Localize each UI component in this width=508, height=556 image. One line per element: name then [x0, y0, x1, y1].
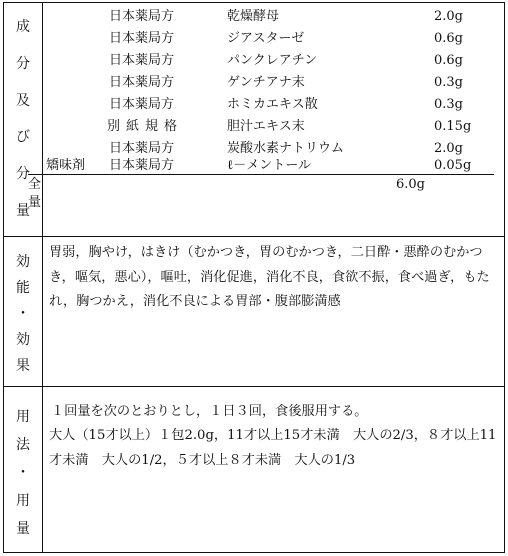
ingredient-name: ℓ－メントール	[227, 158, 311, 173]
ingredient-amount: 0.6g	[434, 53, 463, 68]
ingredient-amount: 2.0g	[434, 9, 463, 24]
ingredient-standard: 日本薬局方	[109, 158, 175, 173]
header-char: 用	[16, 409, 30, 425]
header-char: 法	[16, 437, 30, 453]
efficacy-text: 胃弱，胸やけ，はきけ（むかつき，胃のむかつき，二日酔・悪酔のむかつき，嘔気，悪心），嘔吐，消化促進，消化不良，食欲不振，食べ過ぎ，もたれ，胸つかえ，消化不良による胃部・腹部膨満感	[49, 245, 490, 309]
ingredient-amount: 0.05g	[434, 158, 472, 173]
header-char: 及	[16, 92, 30, 109]
ingredient-name: ジアスターゼ	[227, 31, 305, 46]
ingredient-row	[42, 50, 502, 72]
ingredient-class: 矯味剤	[46, 158, 86, 173]
ingredient-name: ホミカエキス散	[227, 97, 318, 112]
ingredient-standard: 日本薬局方	[109, 75, 175, 90]
section-divider-2	[4, 386, 504, 387]
dosage-instruction: １回量を次のとおりとし，１日３回，食後服用する。	[51, 404, 368, 419]
ingredient-standard: 別紙規格	[107, 119, 184, 134]
ingredient-name: 炭酸水素ナトリウム	[227, 141, 344, 156]
header-char: 用	[16, 493, 30, 509]
header-char: ・	[16, 306, 30, 322]
ingredient-amount: 0.6g	[434, 31, 463, 46]
ingredient-standard: 日本薬局方	[109, 97, 175, 112]
efficacy-header	[4, 249, 42, 379]
ingredient-name: 乾燥酵母	[227, 9, 280, 24]
header-char: ・	[16, 465, 30, 481]
dosage-by-age: 大人（15才以上）１包2.0g，11才以上15才未満 大人の2/3，８才以上11才未満 大人の1/2，５才以上８才未満 大人の1/3	[49, 428, 497, 468]
dosage-header	[4, 403, 42, 543]
ingredient-standard: 日本薬局方	[109, 31, 175, 46]
ingredient-row	[42, 94, 502, 116]
header-char: 果	[16, 358, 30, 374]
ingredient-row	[42, 116, 502, 138]
header-char: び	[16, 129, 30, 146]
total-label: 全量	[28, 177, 64, 210]
ingredient-name: ゲンチアナ末	[227, 75, 305, 90]
ingredient-name: 胆汁エキス末	[227, 119, 305, 134]
ingredient-standard: 日本薬局方	[109, 53, 175, 68]
ingredient-standard: 日本薬局方	[109, 141, 175, 156]
table-frame	[3, 2, 505, 553]
ingredient-name: パンクレアチン	[227, 53, 318, 68]
ingredient-amount: 0.3g	[434, 75, 463, 90]
total-amount: 6.0g	[396, 177, 425, 192]
ingredient-amount: 0.15g	[434, 119, 472, 134]
ingredient-standard: 日本薬局方	[109, 9, 175, 24]
ingredient-amount: 2.0g	[434, 141, 463, 156]
ingredient-row	[42, 28, 502, 50]
header-char: 分	[16, 165, 30, 182]
header-char: 成	[16, 19, 30, 36]
ingredient-row	[42, 72, 502, 94]
header-char: 能	[16, 280, 30, 296]
ingredient-amount: 0.3g	[434, 97, 463, 112]
header-char: 効	[16, 332, 30, 348]
total-divider	[28, 174, 494, 175]
header-char: 量	[16, 521, 30, 537]
header-char: 量	[16, 202, 30, 219]
section-divider-1	[4, 236, 504, 237]
header-char: 効	[16, 254, 30, 270]
ingredient-row	[42, 6, 502, 28]
header-char: 分	[16, 55, 30, 72]
